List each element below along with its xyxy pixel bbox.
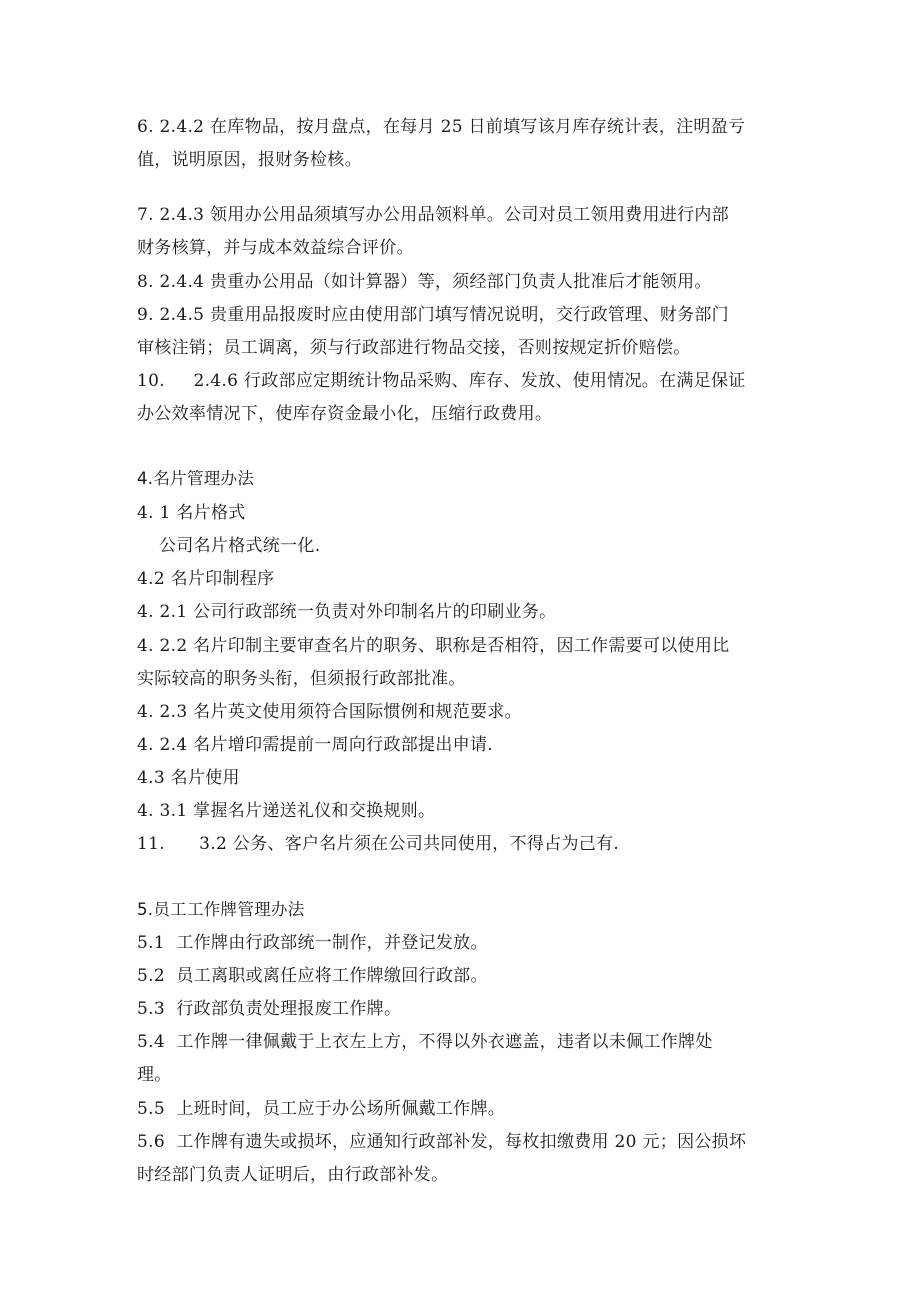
section-heading: 5.员工工作牌管理办法 — [137, 900, 305, 919]
paragraph-line: 办公效率情况下，使库存资金最小化，压缩行政费用。 — [137, 404, 553, 424]
paragraph-line: 5.2 员工离职或离任应将工作牌缴回行政部。 — [137, 966, 488, 986]
paragraph-line: 实际较高的职务头衔，但须报行政部批准。 — [137, 669, 466, 689]
paragraph-line: 财务核算，并与成本效益综合评价。 — [137, 238, 414, 258]
paragraph-line: 审核注销；员工调离，须与行政部进行物品交接，否则按规定折价赔偿。 — [137, 338, 691, 358]
paragraph-line: 值，说明原因，报财务检核。 — [137, 150, 362, 170]
paragraph-line: 4. 2.2 名片印制主要审查名片的职务、职称是否相符，因工作需要可以使用比 — [137, 636, 730, 656]
paragraph-line: 5.6 工作牌有遗失或损坏，应通知行政部补发，每枚扣缴费用 20 元；因公损坏 — [137, 1132, 747, 1152]
paragraph-line: 11. 3.2 公务、客户名片须在公司共同使用，不得占为己有. — [137, 834, 620, 854]
paragraph-line: 4. 2.1 公司行政部统一负责对外印制名片的印刷业务。 — [137, 602, 557, 622]
paragraph-line: 7. 2.4.3 领用办公用品须填写办公用品领料单。公司对员工领用费用进行内部 — [137, 205, 729, 225]
paragraph-line: 10. 2.4.6 行政部应定期统计物品采购、库存、发放、使用情况。在满足保证 — [137, 371, 746, 391]
subsection-heading: 4.3 名片使用 — [137, 768, 240, 788]
paragraph-line: 4. 3.1 掌握名片递送礼仪和交换规则。 — [137, 801, 436, 821]
paragraph-line: 5.1 工作牌由行政部统一制作，并登记发放。 — [137, 933, 488, 953]
paragraph-line: 5.4 工作牌一律佩戴于上衣左上方，不得以外衣遮盖，违者以未佩工作牌处 — [137, 1032, 713, 1052]
section-heading: 4.名片管理办法 — [137, 469, 255, 488]
paragraph-line: 4. 2.3 名片英文使用须符合国际惯例和规范要求。 — [137, 702, 522, 722]
paragraph-line: 5.5 上班时间，员工应于办公场所佩戴工作牌。 — [137, 1099, 506, 1119]
paragraph-line: 4. 2.4 名片增印需提前一周向行政部提出申请. — [137, 735, 493, 755]
paragraph-line: 6. 2.4.2 在库物品，按月盘点，在每月 25 日前填写该月库存统计表，注明盈亏 — [137, 117, 746, 137]
subsection-heading: 4.2 名片印制程序 — [137, 569, 275, 589]
paragraph-line: 理。 — [137, 1065, 172, 1085]
paragraph-line: 8. 2.4.4 贵重办公用品（如计算器）等，须经部门负责人批准后才能领用。 — [137, 272, 712, 292]
paragraph-line: 公司名片格式统一化. — [159, 536, 321, 556]
subsection-heading: 4. 1 名片格式 — [137, 503, 246, 523]
paragraph-line: 9. 2.4.5 贵重用品报废时应由使用部门填写情况说明，交行政管理、财务部门 — [137, 305, 729, 325]
paragraph-line: 时经部门负责人证明后，由行政部补发。 — [137, 1165, 449, 1185]
paragraph-line: 5.3 行政部负责处理报废工作牌。 — [137, 999, 402, 1019]
